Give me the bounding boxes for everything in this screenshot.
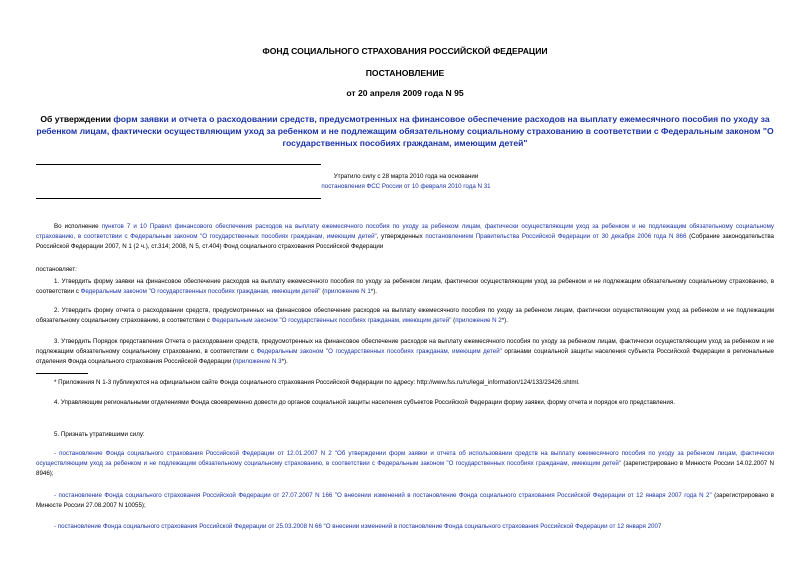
void-notice-text: Утратило силу с 28 марта 2010 года на основании: [333, 173, 479, 180]
repealed-item-2-reg: (зарегистрировано в Минюсте России 27.08.2007 N 10055);: [36, 492, 774, 510]
federal-law-link-3[interactable]: Федеральным законом "О государственных пособиях гражданам, имеющим детей": [256, 348, 502, 356]
repealed-item-2: [36, 491, 774, 511]
item-2-paren: (: [451, 317, 456, 325]
federal-law-link-2[interactable]: Федеральным законом "О государственных пособиях гражданам, имеющим детей": [211, 317, 452, 325]
footnote-separator: [36, 373, 88, 374]
footnote: * Приложения N 1-3 публикуются на официальном сайте Фонда социального страхования Российской Федерации по адресу: http://www.fss.ru/ru/legal_information/124/133/23426.shtml.: [54, 379, 580, 386]
item-3-end: *).: [281, 358, 288, 366]
appendix-1-link[interactable]: приложение N 1: [324, 288, 371, 296]
item-1-paren: (: [320, 288, 325, 296]
repealed-item-1: [36, 449, 774, 480]
item-3-text: 3. Утвердить Порядок представления Отчета о расходовании средств, предусмотренных на финансовое обеспечение расходов на выплату ежемесячного пособия по уходу за ребенком лицам, фактически осуществляющим уход за ребенком и не подлежащим обязательному социальному страхованию, в соответствии с: [36, 338, 774, 356]
appendix-3-link[interactable]: приложение N 3: [235, 358, 282, 366]
item-2: [36, 306, 774, 326]
item-5: 5. Признать утратившими силу:: [54, 431, 145, 438]
organization-header: ФОНД СОЦИАЛЬНОГО СТРАХОВАНИЯ РОССИЙСКОЙ ФЕДЕРАЦИИ: [262, 46, 548, 56]
separator-line-top: [36, 164, 321, 165]
resolves-label: постановляет:: [36, 266, 77, 273]
federal-law-link-1[interactable]: Федеральным законом "О государственных пособиях гражданам, имеющим детей": [80, 288, 321, 296]
document-date-number: от 20 апреля 2009 года N 95: [346, 88, 464, 98]
void-notice-link[interactable]: постановления ФСС России от 10 февраля 2010 года N 31: [321, 183, 491, 190]
item-3-text-2: органами социальной защиты населения субъекта Российской Федерации в региональные отделения Фонда социального страхования Российской Федерации (: [36, 348, 774, 366]
repealed-item-1-reg: (зарегистрировано в Минюсте России 14.02.2007 N 8946);: [36, 460, 774, 478]
item-1-end: *).: [370, 288, 377, 296]
item-2-end: *).: [501, 317, 508, 325]
repealed-item-3: [36, 522, 774, 532]
preamble-paragraph: [36, 222, 774, 253]
separator-line-bottom: [36, 198, 321, 199]
item-3: [36, 337, 774, 368]
item-1: [36, 277, 774, 297]
repealed-resolution-link-1[interactable]: - постановление Фонда социального страхования Российской Федерации от 12.01.2007 N 2 "Об утверждении форм заявки и отчета об использовании средств на выплату ежемесячного пособия по уходу за ребенком лицам, фактически осуществляющим уход за ребенком и не подлежащим обязательному социальному страхованию, в соответствии с Федеральным законом "О государственных пособиях гражданам, имеющим детей": [36, 450, 774, 468]
repealed-resolution-link-2[interactable]: - постановление Фонда социального страхования Российской Федерации от 27.07.2007 N 166 "О внесении изменений в постановление Фонда социального страхования Российской Федерации от 12 января 2007 года N 2": [54, 492, 712, 499]
title-prefix: Об утверждении: [40, 114, 114, 124]
preamble-text-1: Во исполнение: [54, 223, 102, 230]
void-notice: [156, 172, 656, 192]
preamble-text-3: (Собрание законодательства Российской Федерации 2007, N 1 (2 ч.), ст.314; 2008, N 5, ст.404) Фонд социального страхования Российской Федерации: [36, 233, 774, 251]
item-1-text: 1. Утвердить форму заявки на финансовое обеспечение расходов на выплату ежемесячного пособия по уходу за ребенком лицам, фактически осуществляющим уход за ребенком и не подлежащим обязательному социальному страхованию, в соответствии с: [36, 278, 774, 296]
repealed-resolution-link-3[interactable]: - постановление Фонда социального страхования Российской Федерации от 25.03.2008 N 66 "О внесении изменений в постановление Фонда социального страхования Российской Федерации от 12 января 2007: [54, 523, 662, 530]
government-resolution-link[interactable]: постановлением Правительства Российской Федерации от 30 декабря 2006 года N 866: [425, 233, 687, 241]
document-type: ПОСТАНОВЛЕНИЕ: [365, 68, 445, 78]
title-link[interactable]: форм заявки и отчета о расходовании средств, предусмотренных на финансовое обеспечение расходов на выплату ежемесячного пособия по уходу за ребенком лицам, фактически осуществляющим уход за ребенком и не подлежащим обязательному социальному страхованию в соответствии с Федеральным законом "О государственных пособиях гражданам, имеющим детей": [36, 114, 774, 148]
rules-link[interactable]: пунктов 7 и 10 Правил финансового обеспечения расходов на выплату ежемесячного пособия по уходу за ребенком лицам, фактически осуществляющим уход за ребенком и не подлежащим обязательному социальному страхованию, в соответствии с Федеральным законом "О государственных пособиях гражданам, имеющим детей": [36, 223, 775, 241]
appendix-2-link[interactable]: приложение N 2: [455, 317, 502, 325]
item-2-text: 2. Утвердить форму отчета о расходовании средств, предусмотренных на финансовое обеспечение расходов на выплату ежемесячного пособия по уходу за ребенком лицам, фактически осуществляющим уход за ребенком и не подлежащим обязательному социальному страхованию, в соответствии с: [36, 307, 774, 325]
preamble-text-2: , утвержденных: [376, 233, 426, 241]
item-4: 4. Управляющим региональными отделениями Фонда своевременно довести до органов социальной защиты населения субъектов Российской Федерации форму заявки, форму отчета и порядок его представления.: [54, 399, 675, 406]
document-title: [36, 113, 774, 149]
